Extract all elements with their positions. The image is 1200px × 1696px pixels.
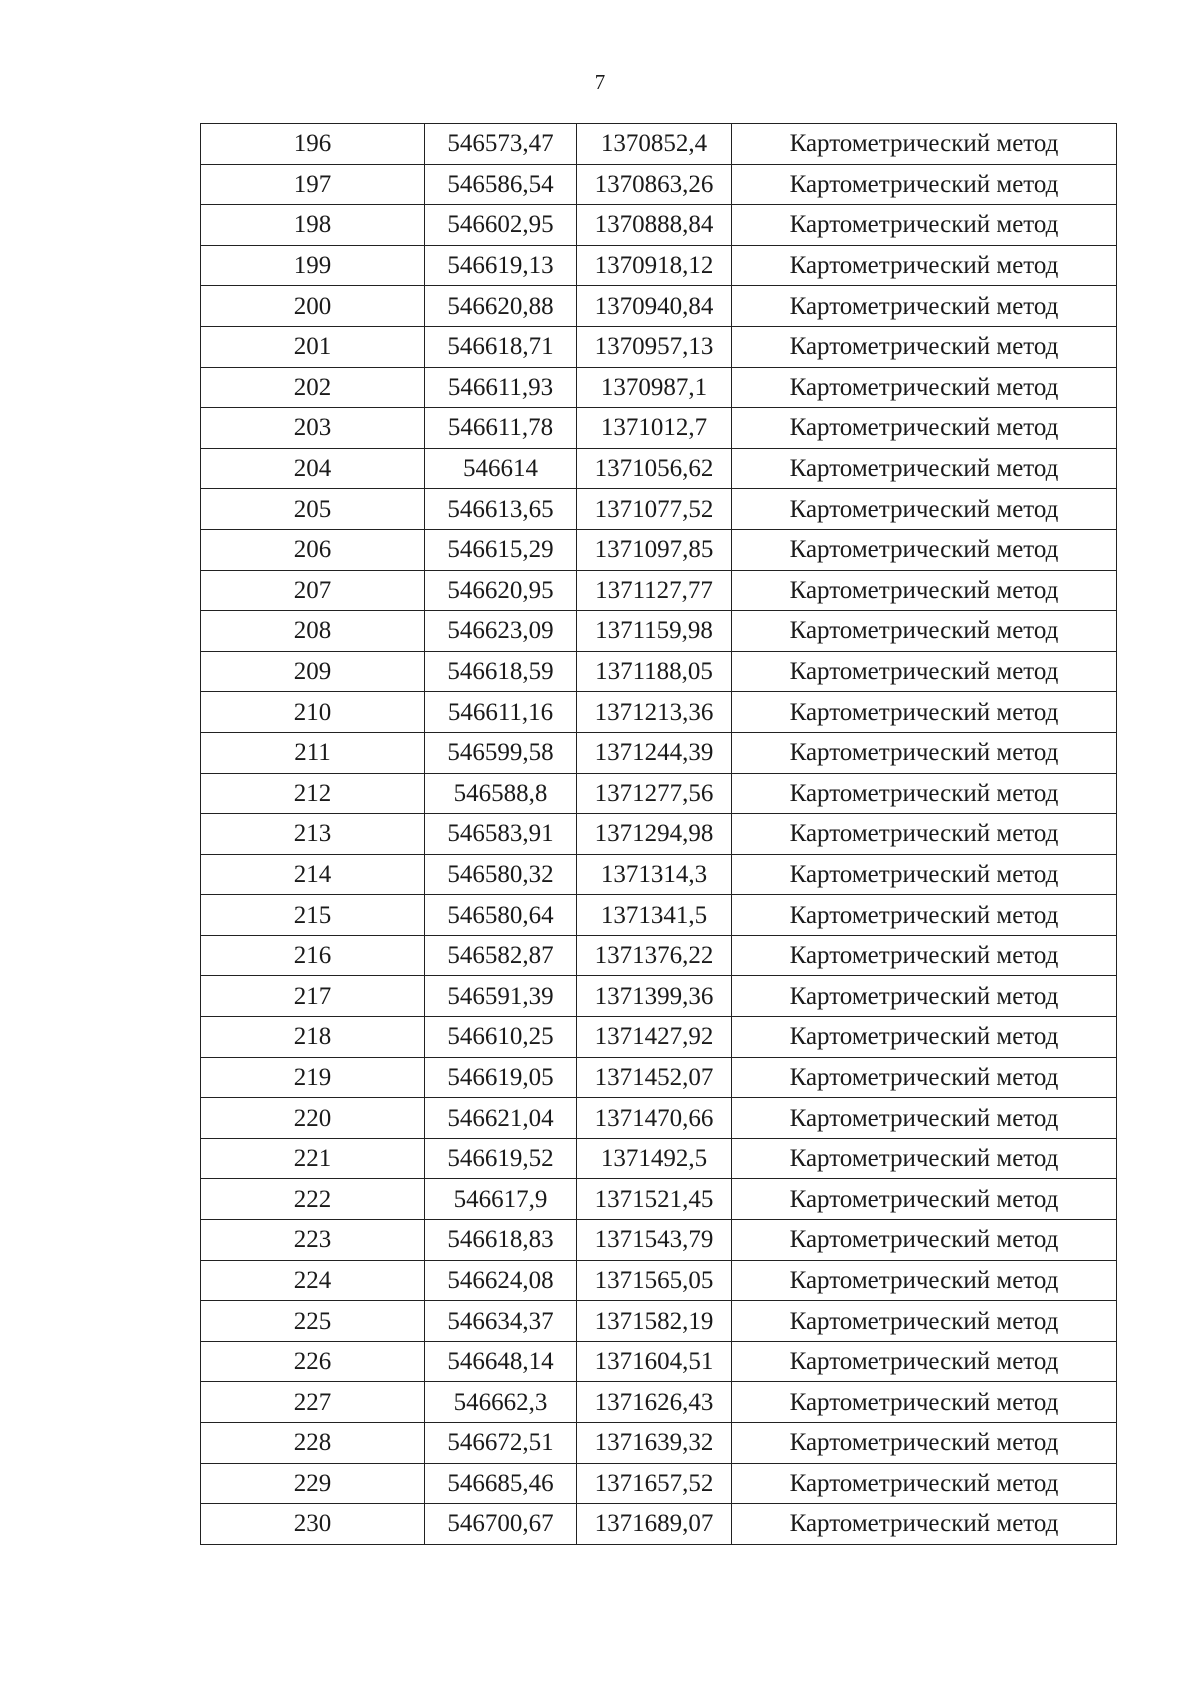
x-coordinate-cell: 546588,8	[425, 773, 577, 814]
point-number-cell: 211	[201, 732, 425, 773]
method-cell: Картометрический метод	[732, 205, 1117, 246]
method-cell: Картометрический метод	[732, 367, 1117, 408]
method-cell: Картометрический метод	[732, 1260, 1117, 1301]
x-coordinate-cell: 546685,46	[425, 1463, 577, 1504]
y-coordinate-cell: 1371077,52	[577, 489, 732, 530]
y-coordinate-cell: 1371521,45	[577, 1179, 732, 1220]
y-coordinate-cell: 1371012,7	[577, 408, 732, 449]
x-coordinate-cell: 546672,51	[425, 1423, 577, 1464]
point-number-cell: 229	[201, 1463, 425, 1504]
x-coordinate-cell: 546580,32	[425, 854, 577, 895]
method-cell: Картометрический метод	[732, 1017, 1117, 1058]
point-number-cell: 206	[201, 529, 425, 570]
method-cell: Картометрический метод	[732, 1220, 1117, 1261]
x-coordinate-cell: 546620,95	[425, 570, 577, 611]
y-coordinate-cell: 1371582,19	[577, 1301, 732, 1342]
method-cell: Картометрический метод	[732, 651, 1117, 692]
method-cell: Картометрический метод	[732, 814, 1117, 855]
y-coordinate-cell: 1370957,13	[577, 326, 732, 367]
method-cell: Картометрический метод	[732, 611, 1117, 652]
y-coordinate-cell: 1371626,43	[577, 1382, 732, 1423]
method-cell: Картометрический метод	[732, 1504, 1117, 1545]
table-row	[201, 124, 1117, 165]
x-coordinate-cell: 546611,93	[425, 367, 577, 408]
y-coordinate-cell: 1371159,98	[577, 611, 732, 652]
table-row	[201, 1017, 1117, 1058]
point-number-cell: 217	[201, 976, 425, 1017]
table-row	[201, 1098, 1117, 1139]
point-number-cell: 204	[201, 448, 425, 489]
y-coordinate-cell: 1371657,52	[577, 1463, 732, 1504]
point-number-cell: 221	[201, 1138, 425, 1179]
method-cell: Картометрический метод	[732, 976, 1117, 1017]
point-number-cell: 218	[201, 1017, 425, 1058]
y-coordinate-cell: 1371492,5	[577, 1138, 732, 1179]
table-row	[201, 732, 1117, 773]
point-number-cell: 228	[201, 1423, 425, 1464]
y-coordinate-cell: 1371277,56	[577, 773, 732, 814]
y-coordinate-cell: 1371427,92	[577, 1017, 732, 1058]
x-coordinate-cell: 546580,64	[425, 895, 577, 936]
table-row	[201, 529, 1117, 570]
y-coordinate-cell: 1370918,12	[577, 245, 732, 286]
point-number-cell: 213	[201, 814, 425, 855]
table-row	[201, 367, 1117, 408]
x-coordinate-cell: 546618,59	[425, 651, 577, 692]
point-number-cell: 207	[201, 570, 425, 611]
y-coordinate-cell: 1371314,3	[577, 854, 732, 895]
table-row	[201, 164, 1117, 205]
method-cell: Картометрический метод	[732, 1463, 1117, 1504]
table-row	[201, 1423, 1117, 1464]
x-coordinate-cell: 546591,39	[425, 976, 577, 1017]
method-cell: Картометрический метод	[732, 1138, 1117, 1179]
x-coordinate-cell: 546611,16	[425, 692, 577, 733]
y-coordinate-cell: 1371689,07	[577, 1504, 732, 1545]
point-number-cell: 201	[201, 326, 425, 367]
point-number-cell: 215	[201, 895, 425, 936]
x-coordinate-cell: 546582,87	[425, 935, 577, 976]
point-number-cell: 196	[201, 124, 425, 165]
point-number-cell: 205	[201, 489, 425, 530]
y-coordinate-cell: 1371097,85	[577, 529, 732, 570]
x-coordinate-cell: 546662,3	[425, 1382, 577, 1423]
method-cell: Картометрический метод	[732, 570, 1117, 611]
method-cell: Картометрический метод	[732, 124, 1117, 165]
point-number-cell: 200	[201, 286, 425, 327]
x-coordinate-cell: 546621,04	[425, 1098, 577, 1139]
table-row	[201, 814, 1117, 855]
table-row	[201, 286, 1117, 327]
point-number-cell: 222	[201, 1179, 425, 1220]
x-coordinate-cell: 546619,52	[425, 1138, 577, 1179]
x-coordinate-cell: 546615,29	[425, 529, 577, 570]
method-cell: Картометрический метод	[732, 1423, 1117, 1464]
page-number: 7	[594, 70, 606, 94]
table-row	[201, 692, 1117, 733]
method-cell: Картометрический метод	[732, 489, 1117, 530]
point-number-cell: 209	[201, 651, 425, 692]
x-coordinate-cell: 546618,71	[425, 326, 577, 367]
y-coordinate-cell: 1370888,84	[577, 205, 732, 246]
x-coordinate-cell: 546648,14	[425, 1341, 577, 1382]
table-row	[201, 1504, 1117, 1545]
x-coordinate-cell: 546599,58	[425, 732, 577, 773]
table-row	[201, 1260, 1117, 1301]
table-row	[201, 489, 1117, 530]
y-coordinate-cell: 1370863,26	[577, 164, 732, 205]
point-number-cell: 224	[201, 1260, 425, 1301]
table-row	[201, 773, 1117, 814]
x-coordinate-cell: 546617,9	[425, 1179, 577, 1220]
table-row	[201, 408, 1117, 449]
method-cell: Картометрический метод	[732, 529, 1117, 570]
point-number-cell: 227	[201, 1382, 425, 1423]
table-row	[201, 651, 1117, 692]
table-row	[201, 854, 1117, 895]
table-row	[201, 448, 1117, 489]
point-number-cell: 210	[201, 692, 425, 733]
table-row	[201, 1382, 1117, 1423]
x-coordinate-cell: 546614	[425, 448, 577, 489]
point-number-cell: 208	[201, 611, 425, 652]
x-coordinate-cell: 546618,83	[425, 1220, 577, 1261]
point-number-cell: 202	[201, 367, 425, 408]
coordinates-table-body	[201, 124, 1117, 1545]
method-cell: Картометрический метод	[732, 1301, 1117, 1342]
x-coordinate-cell: 546583,91	[425, 814, 577, 855]
table-row	[201, 1179, 1117, 1220]
method-cell: Картометрический метод	[732, 164, 1117, 205]
x-coordinate-cell: 546613,65	[425, 489, 577, 530]
table-row	[201, 935, 1117, 976]
point-number-cell: 198	[201, 205, 425, 246]
table-row	[201, 245, 1117, 286]
method-cell: Картометрический метод	[732, 854, 1117, 895]
table-row	[201, 570, 1117, 611]
x-coordinate-cell: 546586,54	[425, 164, 577, 205]
y-coordinate-cell: 1371188,05	[577, 651, 732, 692]
point-number-cell: 212	[201, 773, 425, 814]
y-coordinate-cell: 1371604,51	[577, 1341, 732, 1382]
point-number-cell: 216	[201, 935, 425, 976]
method-cell: Картометрический метод	[732, 935, 1117, 976]
method-cell: Картометрический метод	[732, 732, 1117, 773]
y-coordinate-cell: 1371639,32	[577, 1423, 732, 1464]
table-row	[201, 205, 1117, 246]
y-coordinate-cell: 1371341,5	[577, 895, 732, 936]
point-number-cell: 197	[201, 164, 425, 205]
method-cell: Картометрический метод	[732, 692, 1117, 733]
point-number-cell: 219	[201, 1057, 425, 1098]
y-coordinate-cell: 1371565,05	[577, 1260, 732, 1301]
method-cell: Картометрический метод	[732, 245, 1117, 286]
method-cell: Картометрический метод	[732, 1341, 1117, 1382]
table-row	[201, 976, 1117, 1017]
method-cell: Картометрический метод	[732, 408, 1117, 449]
point-number-cell: 214	[201, 854, 425, 895]
x-coordinate-cell: 546610,25	[425, 1017, 577, 1058]
y-coordinate-cell: 1371213,36	[577, 692, 732, 733]
point-number-cell: 223	[201, 1220, 425, 1261]
method-cell: Картометрический метод	[732, 1179, 1117, 1220]
x-coordinate-cell: 546623,09	[425, 611, 577, 652]
x-coordinate-cell: 546602,95	[425, 205, 577, 246]
y-coordinate-cell: 1370852,4	[577, 124, 732, 165]
x-coordinate-cell: 546700,67	[425, 1504, 577, 1545]
method-cell: Картометрический метод	[732, 326, 1117, 367]
y-coordinate-cell: 1371127,77	[577, 570, 732, 611]
y-coordinate-cell: 1371244,39	[577, 732, 732, 773]
method-cell: Картометрический метод	[732, 286, 1117, 327]
table-row	[201, 1220, 1117, 1261]
y-coordinate-cell: 1371294,98	[577, 814, 732, 855]
point-number-cell: 199	[201, 245, 425, 286]
x-coordinate-cell: 546620,88	[425, 286, 577, 327]
point-number-cell: 230	[201, 1504, 425, 1545]
point-number-cell: 226	[201, 1341, 425, 1382]
x-coordinate-cell: 546611,78	[425, 408, 577, 449]
table-row	[201, 895, 1117, 936]
coordinates-table	[200, 123, 1117, 1545]
point-number-cell: 225	[201, 1301, 425, 1342]
point-number-cell: 203	[201, 408, 425, 449]
table-row	[201, 1301, 1117, 1342]
method-cell: Картометрический метод	[732, 895, 1117, 936]
method-cell: Картометрический метод	[732, 773, 1117, 814]
method-cell: Картометрический метод	[732, 1098, 1117, 1139]
table-row	[201, 326, 1117, 367]
table-row	[201, 1057, 1117, 1098]
y-coordinate-cell: 1370987,1	[577, 367, 732, 408]
y-coordinate-cell: 1371470,66	[577, 1098, 732, 1139]
table-row	[201, 1341, 1117, 1382]
x-coordinate-cell: 546634,37	[425, 1301, 577, 1342]
x-coordinate-cell: 546573,47	[425, 124, 577, 165]
method-cell: Картометрический метод	[732, 448, 1117, 489]
y-coordinate-cell: 1371056,62	[577, 448, 732, 489]
table-row	[201, 1463, 1117, 1504]
y-coordinate-cell: 1371543,79	[577, 1220, 732, 1261]
x-coordinate-cell: 546624,08	[425, 1260, 577, 1301]
x-coordinate-cell: 546619,05	[425, 1057, 577, 1098]
table-row	[201, 611, 1117, 652]
method-cell: Картометрический метод	[732, 1057, 1117, 1098]
method-cell: Картометрический метод	[732, 1382, 1117, 1423]
point-number-cell: 220	[201, 1098, 425, 1139]
y-coordinate-cell: 1371376,22	[577, 935, 732, 976]
y-coordinate-cell: 1370940,84	[577, 286, 732, 327]
y-coordinate-cell: 1371399,36	[577, 976, 732, 1017]
x-coordinate-cell: 546619,13	[425, 245, 577, 286]
y-coordinate-cell: 1371452,07	[577, 1057, 732, 1098]
table-row	[201, 1138, 1117, 1179]
